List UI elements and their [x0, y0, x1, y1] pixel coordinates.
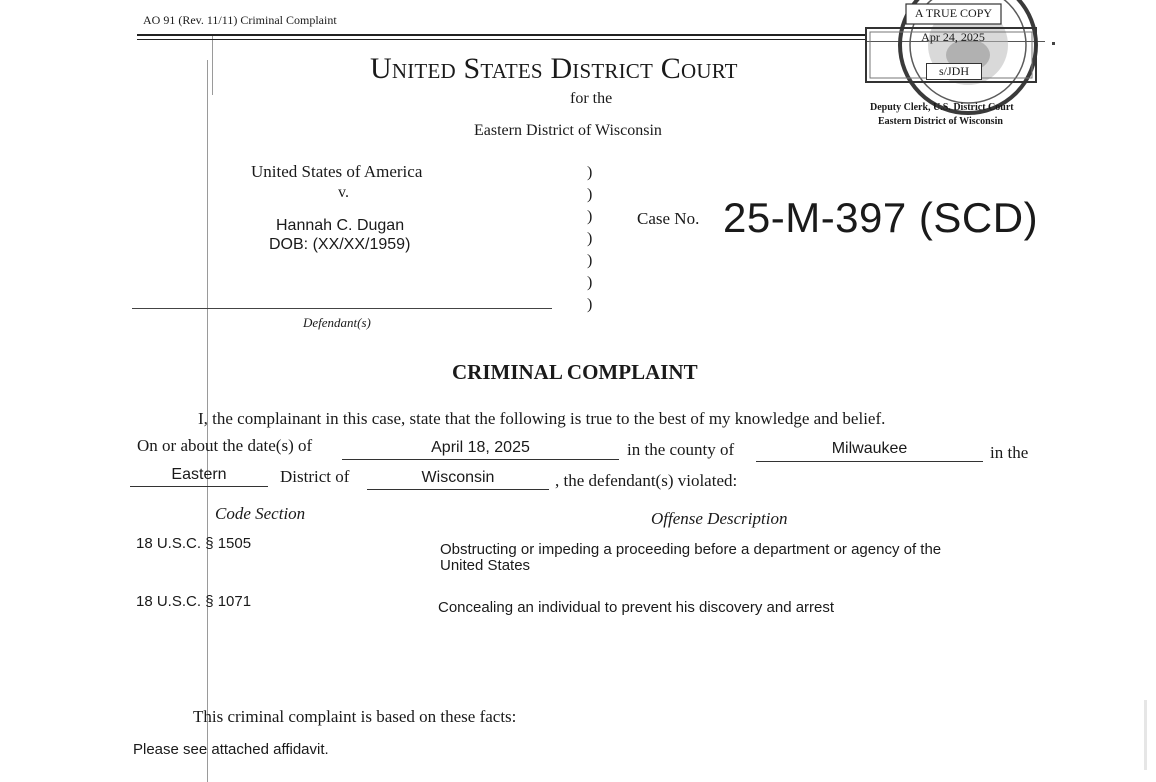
offense-code: 18 U.S.C. § 1505: [136, 535, 252, 552]
offense-code: 18 U.S.C. § 1071: [136, 593, 252, 610]
caption-versus: v.: [338, 184, 349, 201]
facts-text: Please see attached affidavit.: [133, 741, 329, 758]
facts-intro: This criminal complaint is based on these facts:: [193, 707, 517, 726]
caption-paren: ): [587, 230, 593, 247]
scan-artifact-dot: [1052, 42, 1055, 45]
caption-paren: ): [587, 164, 593, 181]
case-number: 25-M-397 (SCD): [723, 194, 1039, 241]
offense-description: Concealing an individual to prevent his discovery and arrest: [438, 599, 835, 616]
complaint-county-underline: [756, 461, 983, 462]
col-code-section: Code Section: [215, 504, 306, 523]
district-of-label: District of: [280, 467, 350, 486]
complaint-date-underline: [342, 459, 619, 460]
offense-description-cont: United States: [440, 557, 531, 574]
seal-date: Apr 24, 2025: [921, 30, 985, 44]
court-for-the: for the: [570, 90, 613, 107]
offense-description: Obstructing or impeding a proceeding before a department or agency of the: [440, 541, 942, 558]
caption-paren: ): [587, 252, 593, 269]
caption-paren: ): [587, 208, 593, 225]
court-district: Eastern District of Wisconsin: [474, 122, 662, 139]
caption-defendant-name: Hannah C. Dugan: [276, 217, 405, 234]
caption-defendant-dob: DOB: (XX/XX/1959): [269, 236, 411, 253]
caption-paren: ): [587, 296, 593, 313]
complaint-heading: CRIMINAL COMPLAINT: [452, 360, 698, 384]
seal-signature: s/JDH: [926, 63, 982, 80]
caption-plaintiff: United States of America: [251, 162, 423, 181]
complaint-district-underline: [130, 486, 268, 487]
complaint-county: Milwaukee: [831, 440, 908, 457]
caption-rule: [132, 308, 552, 309]
complaint-district: Eastern: [171, 466, 227, 483]
court-seal: [864, 0, 1040, 150]
complaint-state-underline: [367, 489, 549, 490]
seal-clerk-line1: Deputy Clerk, U.S. District Court: [870, 102, 1014, 113]
caption-paren: ): [587, 186, 593, 203]
violated-label: , the defendant(s) violated:: [555, 471, 738, 490]
scan-artifact-dot: [1144, 700, 1147, 770]
case-no-label: Case No.: [637, 209, 700, 228]
form-id: AO 91 (Rev. 11/11) Criminal Complaint: [143, 13, 337, 27]
on-or-about-label: On or about the date(s) of: [137, 436, 313, 455]
col-offense-description: Offense Description: [651, 509, 788, 528]
seal-true-copy: A TRUE COPY: [914, 6, 993, 20]
caption-paren: ): [587, 274, 593, 291]
caption-defendant-label: Defendant(s): [303, 315, 371, 330]
seal-clerk-line2: Eastern District of Wisconsin: [878, 116, 1003, 127]
complaint-statement: I, the complainant in this case, state that the following is true to the best of my knowledge and belief.: [198, 409, 886, 428]
in-the-label: in the: [990, 443, 1029, 462]
scan-artifact-line: [212, 35, 213, 95]
court-title: United States District Court: [370, 52, 738, 85]
header-rule-thin: [137, 39, 865, 40]
complaint-date: April 18, 2025: [431, 439, 530, 456]
complaint-state: Wisconsin: [421, 469, 495, 486]
in-county-label: in the county of: [627, 440, 735, 459]
header-rule-thick: [137, 34, 865, 36]
